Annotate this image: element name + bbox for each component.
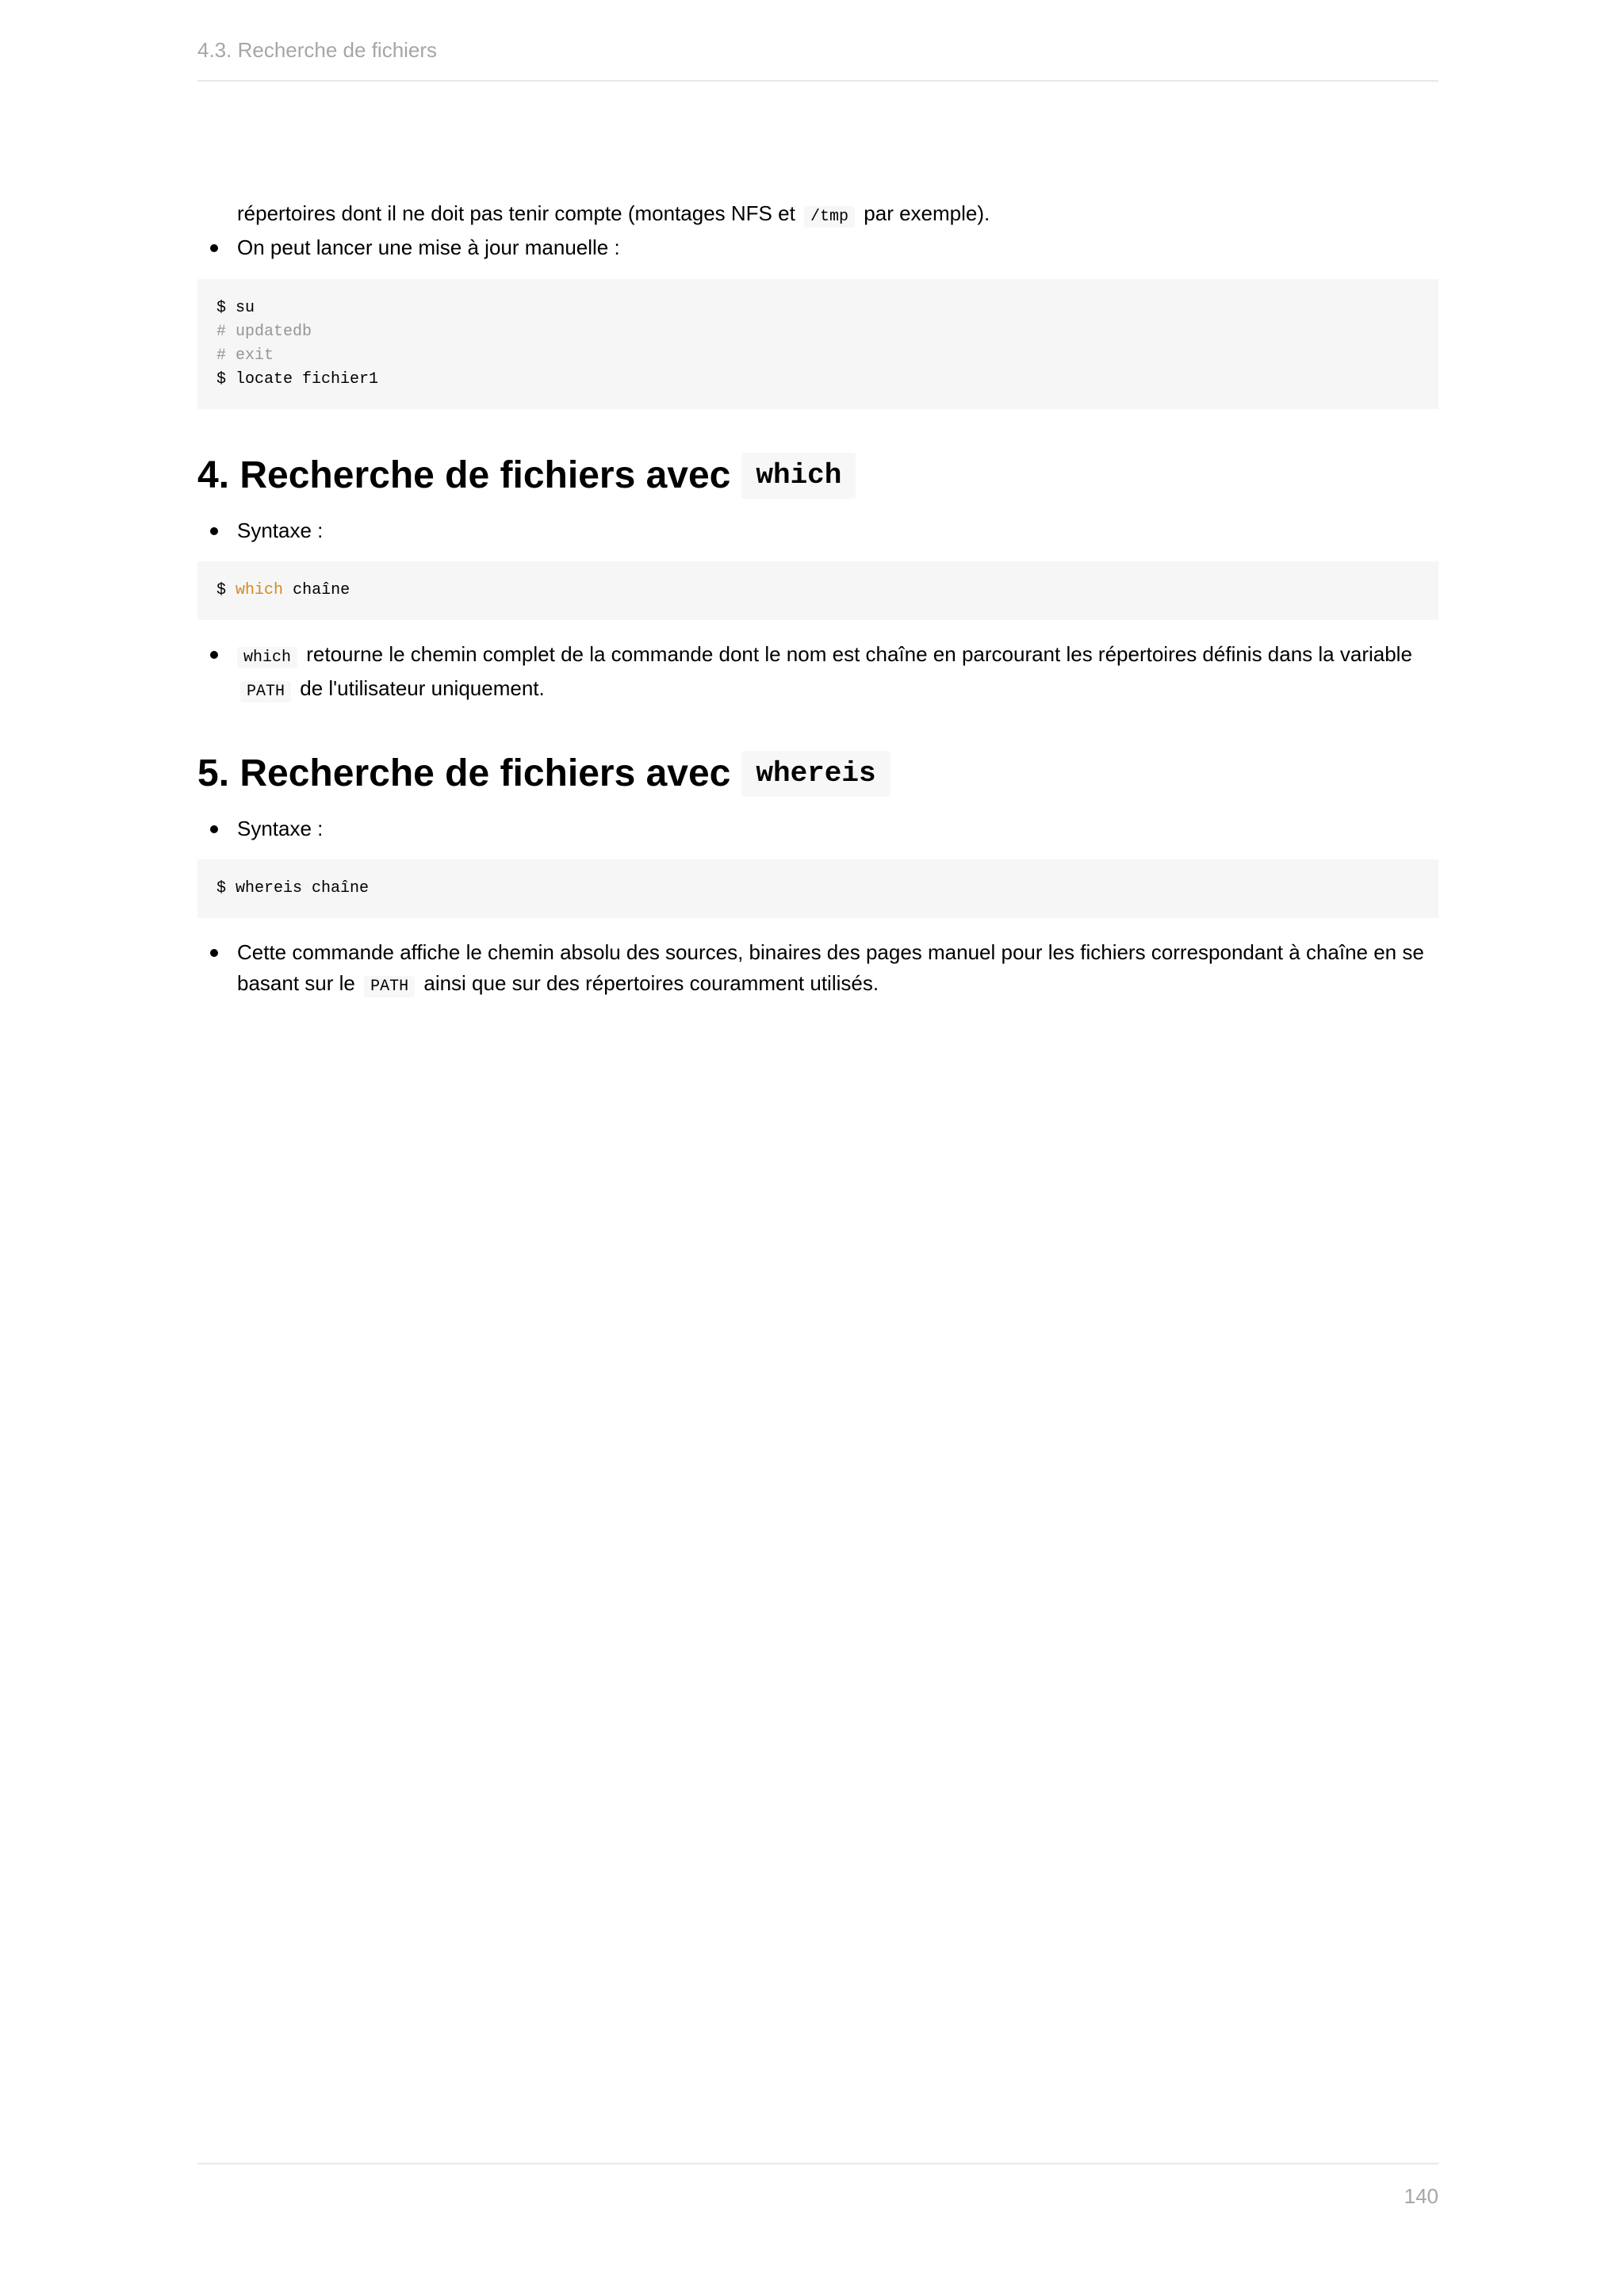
inline-code-tmp: /tmp — [804, 206, 855, 228]
running-header — [197, 36, 1438, 82]
whereis-description: Cette commande affiche le chemin absolu des sources, binaires des pages manuel pour les fichiers correspondant à chaîne en se basant sur le — [237, 940, 1424, 995]
bullet-list-which-desc — [197, 639, 1438, 707]
inline-code-which: which — [237, 647, 297, 668]
page-number: 140 — [1404, 2184, 1438, 2208]
code-line: $ su — [216, 299, 255, 317]
code-line-comment: # exit — [216, 346, 274, 365]
section-heading-which — [197, 452, 1438, 499]
continued-text-before: répertoires dont il ne doit pas tenir compte (montages NFS et — [237, 201, 795, 225]
list-item — [197, 232, 1438, 263]
code-prompt: $ — [216, 581, 227, 599]
inline-code-path: PATH — [364, 976, 415, 997]
syntax-label: Syntaxe : — [237, 519, 324, 542]
whereis-description-end: ainsi que sur des répertoires couramment utilisés. — [423, 971, 879, 995]
code-keyword: which — [236, 581, 284, 599]
which-description-end: de l'utilisateur uniquement. — [300, 676, 545, 700]
bullet-icon — [210, 651, 218, 659]
list-item — [197, 813, 1438, 844]
bullet-list-intro — [197, 232, 1438, 263]
bullet-list-whereis-syntax — [197, 813, 1438, 844]
continued-list-text — [197, 198, 1438, 232]
heading-code-whereis: whereis — [741, 751, 890, 797]
bullet-icon — [210, 949, 218, 957]
code-block-which — [197, 561, 1438, 620]
list-item — [197, 639, 1438, 707]
bullet-text-manual-update: On peut lancer une mise à jour manuelle : — [237, 235, 620, 259]
which-description: retourne le chemin complet de la commande dont le nom est chaîne en parcourant les répertoires définis dans la variable — [306, 642, 1412, 666]
bullet-list-which-syntax — [197, 515, 1438, 546]
code-line — [216, 579, 1419, 603]
running-header-title: 4.3. Recherche de fichiers — [197, 38, 438, 62]
continued-text-after: par exemple). — [864, 201, 990, 225]
code-line: $ locate fichier1 — [216, 370, 379, 388]
list-item — [197, 937, 1438, 1002]
bullet-list-whereis-desc — [197, 937, 1438, 1002]
section-title: 5. Recherche de fichiers avec — [197, 752, 731, 794]
bullet-icon — [210, 244, 218, 252]
bullet-icon — [210, 527, 218, 535]
code-block-whereis — [197, 859, 1438, 918]
page-content — [197, 198, 1438, 1002]
code-line: $ whereis chaîne — [216, 879, 370, 897]
running-footer — [197, 2163, 1438, 2210]
section-title: 4. Recherche de fichiers avec — [197, 454, 731, 496]
code-line-comment: # updatedb — [216, 323, 312, 341]
bullet-icon — [210, 825, 218, 833]
inline-code-path: PATH — [240, 681, 291, 702]
code-argument: chaîne — [293, 581, 350, 599]
section-heading-whereis — [197, 750, 1438, 798]
code-block-updatedb — [197, 279, 1438, 409]
heading-code-which: which — [741, 453, 856, 499]
list-item — [197, 515, 1438, 546]
syntax-label: Syntaxe : — [237, 817, 324, 840]
